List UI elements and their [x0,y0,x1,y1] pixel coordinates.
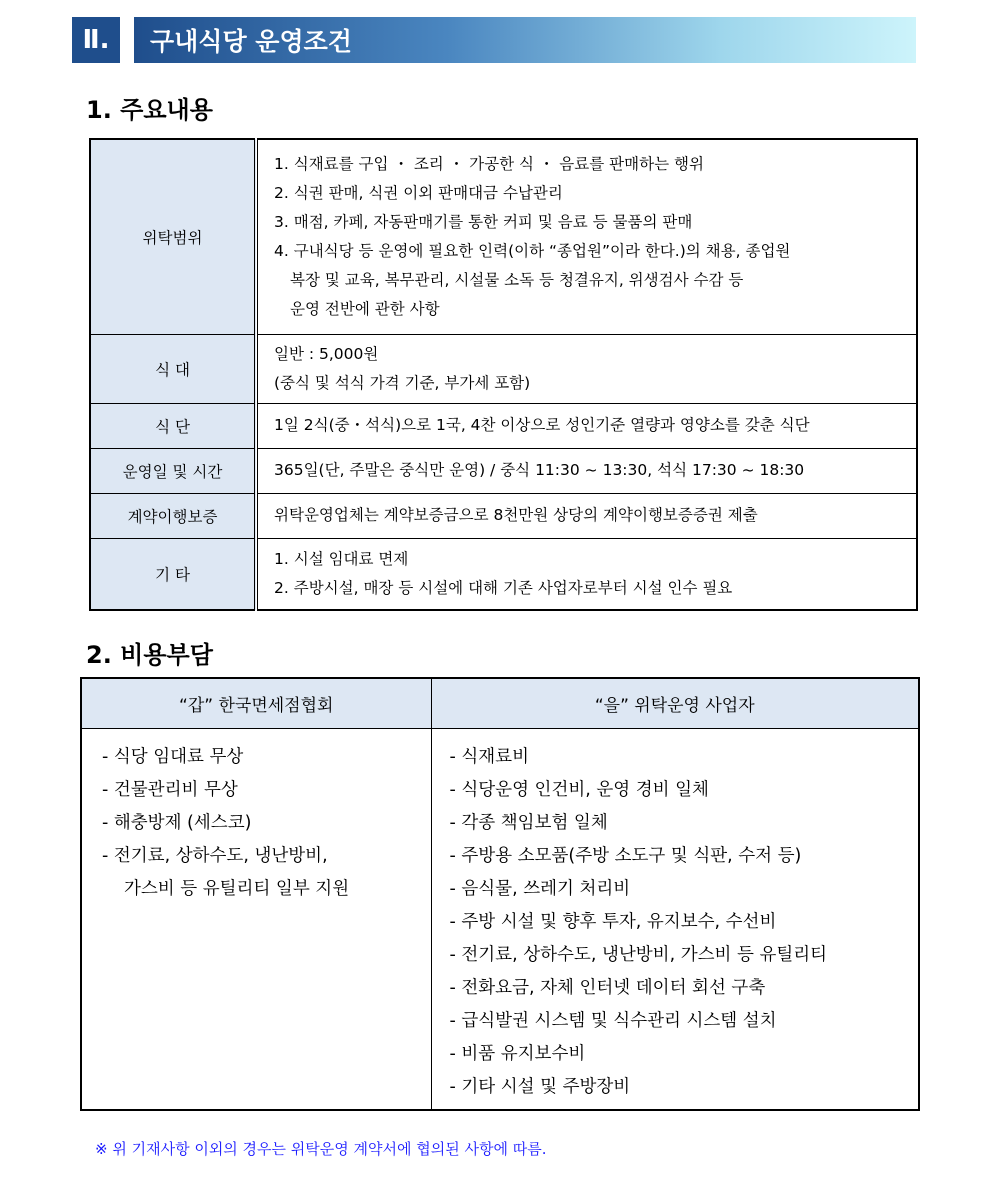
list-item: - 식당 임대료 무상 [102,746,244,767]
row-value [256,493,917,538]
list-item: 가스비 등 유틸리티 일부 지원 [124,878,350,899]
row-label: 식 대 [90,334,256,403]
header-party-a: “갑” 한국면세점협회 [81,678,431,728]
header-party-b: “을” 위탁운영 사업자 [431,678,919,728]
value-line: 1. 시설 임대료 면제 [274,549,409,568]
list-item: - 비품 유지보수비 [449,1043,586,1064]
section-number: Ⅱ. [72,17,120,63]
table-row [90,538,917,610]
table-row [90,448,917,493]
value-line: 1. 식재료를 구입 ・ 조리 ・ 가공한 식 ・ 음료를 판매하는 행위 [274,154,704,173]
list-item: - 식재료비 [449,746,529,767]
row-value [256,403,917,448]
section-title: 구내식당 운영조건 [134,17,916,63]
table-row [81,728,919,1110]
footnote: ※ 위 기재사항 이외의 경우는 위탁운영 계약서에 협의된 사항에 따름. [95,1140,547,1158]
table-row [90,334,917,403]
row-value [256,139,917,334]
row-value [256,334,917,403]
value-line: 4. 구내식당 등 운영에 필요한 인력(이하 “종업원”이라 한다.)의 채용, 종업원 [274,241,791,260]
list-item: - 급식발권 시스템 및 식수관리 시스템 설치 [449,1010,777,1031]
main-contents-table [89,138,918,611]
value-line: 2. 식권 판매, 식권 이외 판매대금 수납관리 [274,183,563,202]
list-item: - 전화요금, 자체 인터넷 데이터 회선 구축 [449,977,766,998]
table-row [90,493,917,538]
row-value [256,538,917,610]
value-line: 365일(단, 주말은 중식만 운영) / 중식 11:30 ~ 13:30, 석식 17:30 ~ 18:30 [274,461,805,479]
value-line: 복장 및 교육, 복무관리, 시설물 소독 등 청결유지, 위생검사 수감 등 [290,270,744,289]
list-item: - 전기료, 상하수도, 냉난방비, [102,845,328,866]
row-label: 기 타 [90,538,256,610]
value-line: 3. 매점, 카페, 자동판매기를 통한 커피 및 음료 등 물품의 판매 [274,212,693,231]
list-item: - 건물관리비 무상 [102,779,238,800]
row-label: 운영일 및 시간 [90,448,256,493]
list-item: - 해충방제 (세스코) [102,812,252,833]
subheading-cost-sharing: 2. 비용부담 [86,641,213,669]
list-item: - 각종 책임보험 일체 [449,812,608,833]
value-line: (중식 및 석식 가격 기준, 부가세 포함) [274,373,531,392]
row-label: 식 단 [90,403,256,448]
value-line: 위탁운영업체는 계약보증금으로 8천만원 상당의 계약이행보증증권 제출 [274,506,758,524]
list-item: - 주방 시설 및 향후 투자, 유지보수, 수선비 [449,911,777,932]
list-item: - 식당운영 인건비, 운영 경비 일체 [449,779,709,800]
table-row [90,139,917,334]
table-header-row [81,678,919,728]
list-item: - 음식물, 쓰레기 처리비 [449,878,631,899]
row-label: 계약이행보증 [90,493,256,538]
row-value [256,448,917,493]
party-a-items [81,728,431,1110]
list-item: - 주방용 소모품(주방 소도구 및 식판, 수저 등) [449,845,802,866]
list-item: - 기타 시설 및 주방장비 [449,1076,631,1097]
table-row [90,403,917,448]
subheading-main-contents: 1. 주요내용 [86,96,213,124]
list-item: - 전기료, 상하수도, 냉난방비, 가스비 등 유틸리티 [449,944,828,965]
row-label: 위탁범위 [90,139,256,334]
value-line: 일반 : 5,000원 [274,344,379,363]
party-b-items [431,728,919,1110]
value-line: 운영 전반에 관한 사항 [290,299,440,318]
value-line: 1일 2식(중・석식)으로 1국, 4찬 이상으로 성인기준 열량과 영양소를 갖춘 식단 [274,416,810,434]
section-header [72,17,916,63]
cost-sharing-table [80,677,920,1111]
value-line: 2. 주방시설, 매장 등 시설에 대해 기존 사업자로부터 시설 인수 필요 [274,578,733,597]
